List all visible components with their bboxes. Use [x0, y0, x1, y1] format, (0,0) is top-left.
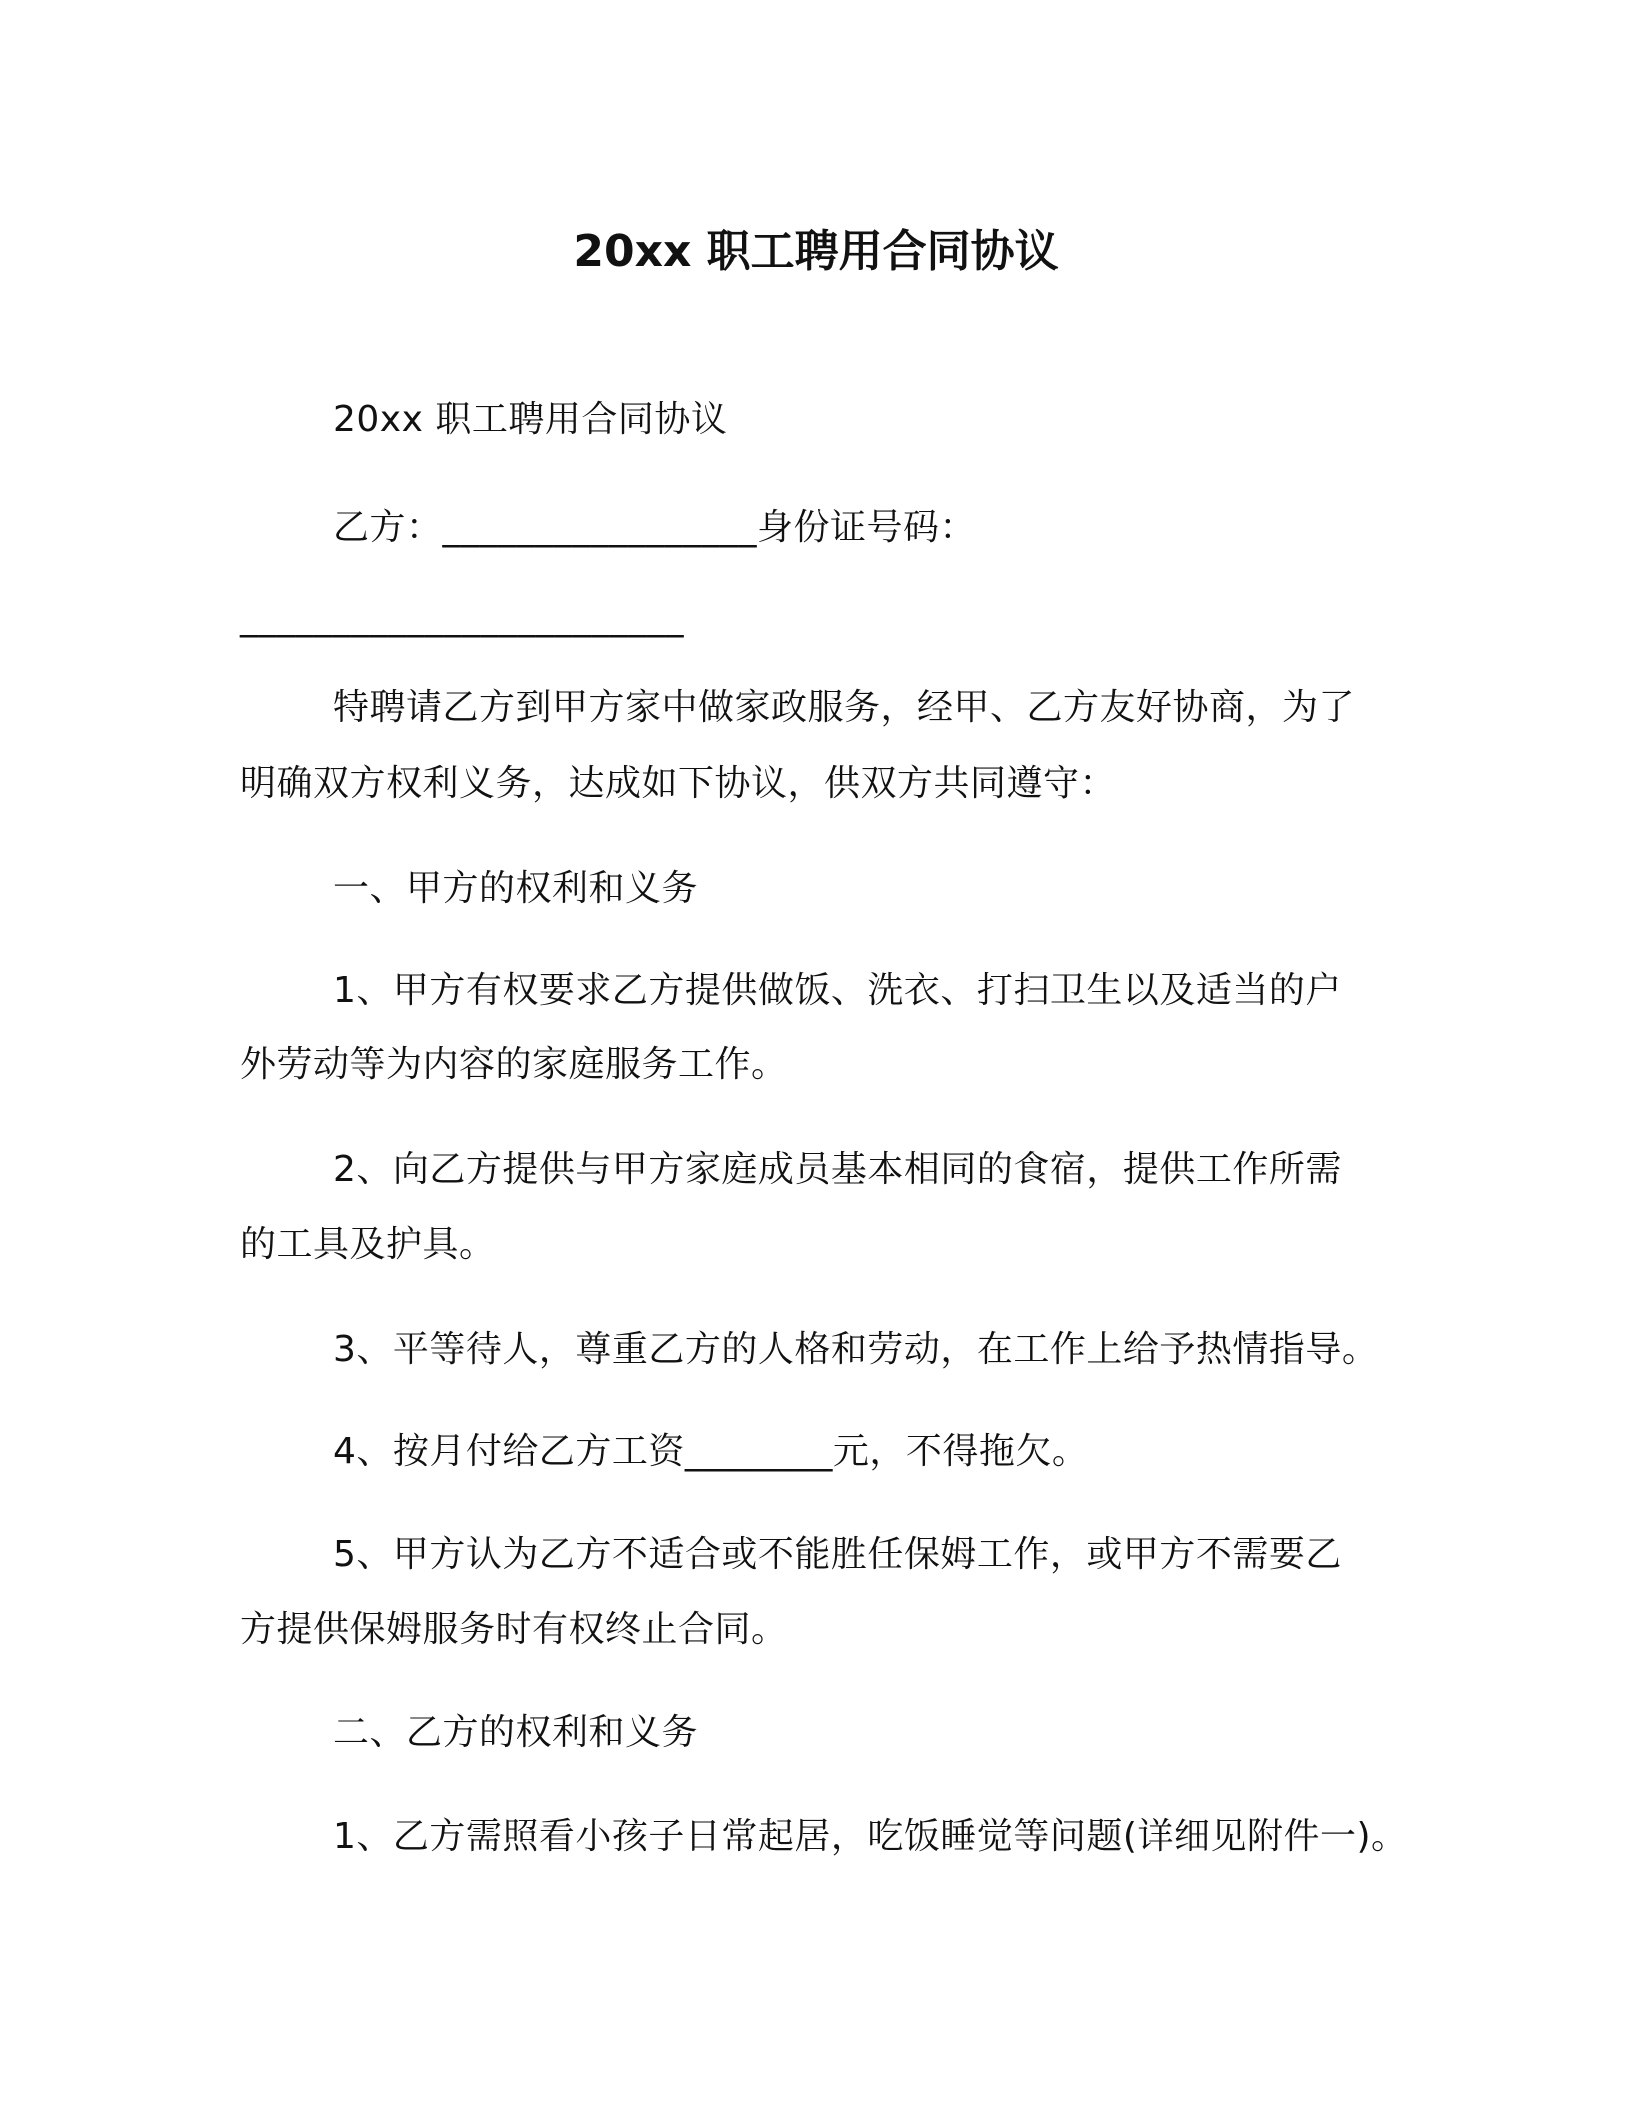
clause-a5-line-2: 方提供保姆服务时有权终止合同。 [240, 1609, 788, 1650]
clause-a5-line-1: 5、甲方认为乙方不适合或不能胜任保姆工作，或甲方不需要乙 [333, 1534, 1342, 1575]
section-heading-party-a: 一、甲方的权利和义务 [333, 868, 699, 909]
clause-a2-line-1: 2、向乙方提供与甲方家庭成员基本相同的食宿，提供工作所需 [333, 1149, 1342, 1190]
clause-a4-line: 4、按月付给乙方工资________元，不得拖欠。 [333, 1431, 1089, 1472]
clause-a3-line: 3、平等待人，尊重乙方的人格和劳动，在工作上给予热情指导。 [333, 1329, 1379, 1370]
section-heading-party-b: 二、乙方的权利和义务 [333, 1712, 699, 1753]
clause-a1-line-2: 外劳动等为内容的家庭服务工作。 [240, 1044, 788, 1085]
clause-b1-line: 1、乙方需照看小孩子日常起居，吃饭睡觉等问题(详细见附件一)。 [333, 1816, 1408, 1857]
clause-a2-line-2: 的工具及护具。 [240, 1224, 496, 1265]
id-number-blank-line: ________________________ [240, 597, 684, 638]
intro-paragraph-line-2: 明确双方权利义务，达成如下协议，供双方共同遵守： [240, 763, 1117, 804]
party-b-line: 乙方：_________________身份证号码： [333, 507, 977, 548]
subtitle-line: 20xx 职工聘用合同协议 [333, 399, 728, 440]
intro-paragraph-line-1: 特聘请乙方到甲方家中做家政服务，经甲、乙方友好协商，为了 [333, 687, 1356, 728]
clause-a1-line-1: 1、甲方有权要求乙方提供做饭、洗衣、打扫卫生以及适当的户 [333, 970, 1342, 1011]
document-title: 20xx 职工聘用合同协议 [573, 226, 1059, 277]
